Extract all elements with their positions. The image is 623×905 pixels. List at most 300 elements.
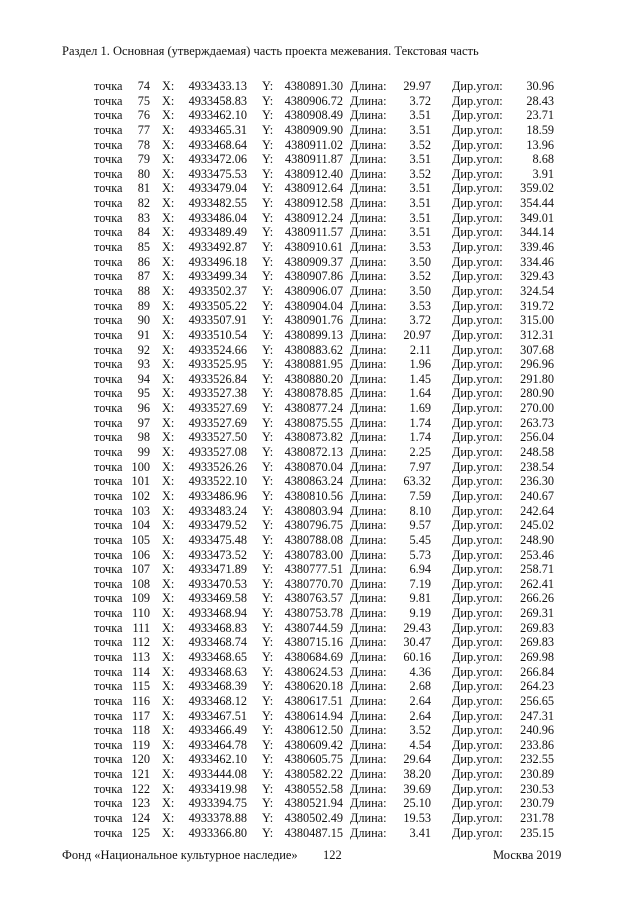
angle-label: Дир.угол: bbox=[452, 240, 503, 255]
x-value: 4933462.10 bbox=[188, 108, 247, 123]
point-number: 89 bbox=[137, 298, 150, 313]
length-label: Длина: bbox=[350, 488, 387, 503]
y-value: 4380911.02 bbox=[285, 137, 343, 152]
point-number: 97 bbox=[137, 415, 150, 430]
x-value: 4933467.51 bbox=[188, 708, 247, 723]
length-label: Длина: bbox=[350, 269, 387, 284]
y-value: 4380803.94 bbox=[284, 503, 343, 518]
point-label: точка bbox=[94, 620, 123, 635]
angle-label: Дир.угол: bbox=[452, 196, 503, 211]
angle-label: Дир.угол: bbox=[452, 386, 503, 401]
y-value: 4380883.62 bbox=[284, 342, 343, 357]
point-number: 92 bbox=[137, 342, 150, 357]
point-label: точка bbox=[94, 532, 123, 547]
length-label: Длина: bbox=[350, 562, 387, 577]
point-number: 83 bbox=[137, 210, 150, 225]
y-label: Y: bbox=[262, 679, 274, 694]
point-number: 85 bbox=[137, 240, 150, 255]
y-label: Y: bbox=[262, 445, 274, 460]
angle-value: 28.43 bbox=[526, 93, 554, 108]
point-number: 91 bbox=[137, 327, 150, 342]
length-value: 3.52 bbox=[409, 166, 431, 181]
length-value: 19.53 bbox=[403, 811, 431, 826]
table-row bbox=[0, 167, 623, 182]
length-value: 2.11 bbox=[409, 342, 431, 357]
angle-value: 324.54 bbox=[520, 283, 554, 298]
point-label: точка bbox=[94, 488, 123, 503]
length-value: 39.69 bbox=[403, 781, 431, 796]
table-row bbox=[0, 723, 623, 738]
angle-label: Дир.угол: bbox=[452, 283, 503, 298]
point-number: 114 bbox=[132, 664, 150, 679]
point-number: 111 bbox=[132, 620, 150, 635]
x-value: 4933472.06 bbox=[188, 152, 247, 167]
point-label: точка bbox=[94, 825, 123, 840]
angle-label: Дир.угол: bbox=[452, 313, 503, 328]
angle-label: Дир.угол: bbox=[452, 664, 503, 679]
point-label: точка bbox=[94, 152, 123, 167]
table-row bbox=[0, 108, 623, 123]
table-row bbox=[0, 138, 623, 153]
x-value: 4933496.18 bbox=[188, 254, 247, 269]
y-value: 4380880.20 bbox=[284, 371, 343, 386]
x-label: X: bbox=[162, 679, 175, 694]
x-value: 4933502.37 bbox=[188, 283, 247, 298]
x-value: 4933468.65 bbox=[188, 649, 247, 664]
angle-value: 291.80 bbox=[520, 371, 554, 386]
x-value: 4933526.26 bbox=[188, 459, 247, 474]
y-value: 4380911.57 bbox=[285, 225, 343, 240]
angle-value: 230.53 bbox=[520, 781, 554, 796]
y-value: 4380612.50 bbox=[284, 723, 343, 738]
table-row bbox=[0, 474, 623, 489]
length-value: 63.32 bbox=[403, 474, 431, 489]
x-value: 4933510.54 bbox=[188, 327, 247, 342]
point-number: 94 bbox=[137, 371, 150, 386]
angle-value: 233.86 bbox=[520, 737, 554, 752]
table-row bbox=[0, 445, 623, 460]
table-row bbox=[0, 269, 623, 284]
length-label: Длина: bbox=[350, 283, 387, 298]
point-number: 82 bbox=[137, 196, 150, 211]
angle-label: Дир.угол: bbox=[452, 723, 503, 738]
table-row bbox=[0, 284, 623, 299]
angle-value: 266.84 bbox=[520, 664, 554, 679]
x-label: X: bbox=[162, 649, 175, 664]
table-row bbox=[0, 489, 623, 504]
length-value: 3.51 bbox=[409, 225, 431, 240]
length-label: Длина: bbox=[350, 664, 387, 679]
point-number: 86 bbox=[137, 254, 150, 269]
angle-label: Дир.угол: bbox=[452, 474, 503, 489]
x-label: X: bbox=[162, 737, 175, 752]
point-number: 78 bbox=[137, 137, 150, 152]
angle-label: Дир.угол: bbox=[452, 708, 503, 723]
x-label: X: bbox=[162, 240, 175, 255]
point-number: 121 bbox=[131, 767, 150, 782]
x-value: 4933486.04 bbox=[188, 210, 247, 225]
y-label: Y: bbox=[262, 371, 274, 386]
x-label: X: bbox=[162, 591, 175, 606]
x-label: X: bbox=[162, 298, 175, 313]
angle-label: Дир.угол: bbox=[452, 488, 503, 503]
point-number: 74 bbox=[137, 79, 150, 93]
x-value: 4933499.34 bbox=[188, 269, 247, 284]
point-label: точка bbox=[94, 371, 123, 386]
y-value: 4380910.61 bbox=[284, 240, 343, 255]
angle-value: 349.01 bbox=[520, 210, 554, 225]
length-value: 1.74 bbox=[409, 415, 431, 430]
angle-label: Дир.угол: bbox=[452, 532, 503, 547]
y-value: 4380906.07 bbox=[284, 283, 343, 298]
length-value: 2.64 bbox=[409, 693, 431, 708]
x-value: 4933468.94 bbox=[188, 606, 247, 621]
x-label: X: bbox=[162, 562, 175, 577]
angle-value: 319.72 bbox=[520, 298, 554, 313]
angle-label: Дир.угол: bbox=[452, 825, 503, 840]
y-label: Y: bbox=[262, 93, 274, 108]
y-label: Y: bbox=[262, 649, 274, 664]
angle-label: Дир.угол: bbox=[452, 342, 503, 357]
point-number: 106 bbox=[131, 547, 150, 562]
x-label: X: bbox=[162, 386, 175, 401]
y-label: Y: bbox=[262, 767, 274, 782]
y-label: Y: bbox=[262, 459, 274, 474]
y-label: Y: bbox=[262, 298, 274, 313]
length-value: 38.20 bbox=[403, 767, 431, 782]
point-number: 115 bbox=[132, 679, 150, 694]
angle-value: 13.96 bbox=[526, 137, 554, 152]
x-value: 4933470.53 bbox=[188, 576, 247, 591]
x-value: 4933419.98 bbox=[188, 781, 247, 796]
x-value: 4933466.49 bbox=[188, 723, 247, 738]
angle-label: Дир.угол: bbox=[452, 181, 503, 196]
y-value: 4380582.22 bbox=[284, 767, 343, 782]
y-label: Y: bbox=[262, 283, 274, 298]
angle-value: 230.89 bbox=[520, 767, 554, 782]
point-label: точка bbox=[94, 225, 123, 240]
x-value: 4933471.89 bbox=[188, 562, 247, 577]
angle-label: Дир.угол: bbox=[452, 752, 503, 767]
x-label: X: bbox=[162, 415, 175, 430]
y-value: 4380912.58 bbox=[284, 196, 343, 211]
table-row bbox=[0, 255, 623, 270]
table-row bbox=[0, 123, 623, 138]
y-value: 4380715.16 bbox=[284, 635, 343, 650]
x-value: 4933479.04 bbox=[188, 181, 247, 196]
length-value: 3.51 bbox=[409, 122, 431, 137]
y-label: Y: bbox=[262, 532, 274, 547]
angle-value: 253.46 bbox=[520, 547, 554, 562]
length-label: Длина: bbox=[350, 342, 387, 357]
x-value: 4933522.10 bbox=[188, 474, 247, 489]
y-label: Y: bbox=[262, 137, 274, 152]
length-value: 1.64 bbox=[409, 386, 431, 401]
angle-value: 256.04 bbox=[520, 430, 554, 445]
x-value: 4933378.88 bbox=[188, 811, 247, 826]
point-label: точка bbox=[94, 269, 123, 284]
x-value: 4933486.96 bbox=[188, 488, 247, 503]
table-row bbox=[0, 372, 623, 387]
angle-value: 258.71 bbox=[520, 562, 554, 577]
length-value: 3.52 bbox=[409, 723, 431, 738]
length-label: Длина: bbox=[350, 122, 387, 137]
point-label: точка bbox=[94, 708, 123, 723]
angle-label: Дир.угол: bbox=[452, 547, 503, 562]
angle-value: 269.98 bbox=[520, 649, 554, 664]
angle-label: Дир.угол: bbox=[452, 649, 503, 664]
table-row bbox=[0, 152, 623, 167]
point-label: точка bbox=[94, 723, 123, 738]
y-label: Y: bbox=[262, 313, 274, 328]
length-value: 29.97 bbox=[403, 79, 431, 93]
length-label: Длина: bbox=[350, 386, 387, 401]
y-label: Y: bbox=[262, 503, 274, 518]
point-label: точка bbox=[94, 415, 123, 430]
angle-value: 30.96 bbox=[526, 79, 554, 93]
length-label: Длина: bbox=[350, 357, 387, 372]
point-number: 76 bbox=[137, 108, 150, 123]
x-value: 4933475.48 bbox=[188, 532, 247, 547]
table-row bbox=[0, 709, 623, 724]
y-value: 4380684.69 bbox=[284, 649, 343, 664]
x-label: X: bbox=[162, 108, 175, 123]
x-label: X: bbox=[162, 445, 175, 460]
point-label: точка bbox=[94, 327, 123, 342]
point-number: 80 bbox=[137, 166, 150, 181]
table-row bbox=[0, 518, 623, 533]
y-label: Y: bbox=[262, 327, 274, 342]
angle-label: Дир.угол: bbox=[452, 298, 503, 313]
table-row bbox=[0, 401, 623, 416]
angle-label: Дир.угол: bbox=[452, 591, 503, 606]
length-value: 7.59 bbox=[409, 488, 431, 503]
point-label: точка bbox=[94, 606, 123, 621]
point-number: 81 bbox=[137, 181, 150, 196]
length-value: 3.51 bbox=[409, 108, 431, 123]
y-label: Y: bbox=[262, 620, 274, 635]
y-value: 4380899.13 bbox=[284, 327, 343, 342]
angle-value: 248.58 bbox=[520, 445, 554, 460]
point-number: 75 bbox=[137, 93, 150, 108]
angle-value: 344.14 bbox=[520, 225, 554, 240]
y-value: 4380909.37 bbox=[284, 254, 343, 269]
length-value: 2.68 bbox=[409, 679, 431, 694]
length-label: Длина: bbox=[350, 401, 387, 416]
length-value: 3.51 bbox=[409, 181, 431, 196]
angle-label: Дир.угол: bbox=[452, 445, 503, 460]
point-label: точка bbox=[94, 313, 123, 328]
point-number: 95 bbox=[137, 386, 150, 401]
angle-value: 339.46 bbox=[520, 240, 554, 255]
length-label: Длина: bbox=[350, 79, 387, 93]
x-label: X: bbox=[162, 723, 175, 738]
x-value: 4933492.87 bbox=[188, 240, 247, 255]
point-label: точка bbox=[94, 196, 123, 211]
y-value: 4380502.49 bbox=[284, 811, 343, 826]
x-value: 4933482.55 bbox=[188, 196, 247, 211]
y-label: Y: bbox=[262, 79, 274, 93]
angle-label: Дир.угол: bbox=[452, 459, 503, 474]
x-label: X: bbox=[162, 93, 175, 108]
x-value: 4933527.69 bbox=[188, 415, 247, 430]
angle-label: Дир.угол: bbox=[452, 693, 503, 708]
table-row bbox=[0, 225, 623, 240]
y-value: 4380620.18 bbox=[284, 679, 343, 694]
x-value: 4933433.13 bbox=[188, 79, 247, 93]
y-label: Y: bbox=[262, 708, 274, 723]
table-row bbox=[0, 796, 623, 811]
angle-value: 3.91 bbox=[532, 166, 554, 181]
point-label: точка bbox=[94, 166, 123, 181]
angle-value: 256.65 bbox=[520, 693, 554, 708]
x-label: X: bbox=[162, 459, 175, 474]
point-label: точка bbox=[94, 503, 123, 518]
angle-label: Дир.угол: bbox=[452, 796, 503, 811]
length-label: Длина: bbox=[350, 166, 387, 181]
table-row bbox=[0, 79, 623, 94]
x-value: 4933525.95 bbox=[188, 357, 247, 372]
angle-label: Дир.угол: bbox=[452, 122, 503, 137]
x-value: 4933527.08 bbox=[188, 445, 247, 460]
point-number: 110 bbox=[132, 606, 150, 621]
point-number: 104 bbox=[131, 518, 150, 533]
y-label: Y: bbox=[262, 108, 274, 123]
length-value: 3.52 bbox=[409, 269, 431, 284]
length-value: 9.19 bbox=[409, 606, 431, 621]
length-value: 1.45 bbox=[409, 371, 431, 386]
y-label: Y: bbox=[262, 122, 274, 137]
angle-label: Дир.угол: bbox=[452, 606, 503, 621]
y-value: 4380788.08 bbox=[284, 532, 343, 547]
table-row bbox=[0, 240, 623, 255]
table-row bbox=[0, 577, 623, 592]
y-value: 4380872.13 bbox=[284, 445, 343, 460]
y-label: Y: bbox=[262, 254, 274, 269]
length-value: 3.72 bbox=[409, 313, 431, 328]
length-label: Длина: bbox=[350, 693, 387, 708]
length-value: 25.10 bbox=[403, 796, 431, 811]
y-value: 4380908.49 bbox=[284, 108, 343, 123]
point-label: точка bbox=[94, 210, 123, 225]
y-value: 4380877.24 bbox=[284, 401, 343, 416]
y-value: 4380912.40 bbox=[284, 166, 343, 181]
x-value: 4933475.53 bbox=[188, 166, 247, 181]
length-label: Длина: bbox=[350, 635, 387, 650]
table-row bbox=[0, 650, 623, 665]
length-label: Длина: bbox=[350, 371, 387, 386]
table-row bbox=[0, 591, 623, 606]
angle-value: 280.90 bbox=[520, 386, 554, 401]
point-number: 109 bbox=[131, 591, 150, 606]
table-row bbox=[0, 679, 623, 694]
point-number: 123 bbox=[131, 796, 150, 811]
angle-value: 236.30 bbox=[520, 474, 554, 489]
table-row bbox=[0, 621, 623, 636]
x-value: 4933479.52 bbox=[188, 518, 247, 533]
length-value: 1.69 bbox=[409, 401, 431, 416]
point-label: точка bbox=[94, 181, 123, 196]
point-number: 103 bbox=[131, 503, 150, 518]
length-label: Длина: bbox=[350, 93, 387, 108]
x-label: X: bbox=[162, 752, 175, 767]
table-row bbox=[0, 460, 623, 475]
x-label: X: bbox=[162, 708, 175, 723]
x-label: X: bbox=[162, 781, 175, 796]
length-label: Длина: bbox=[350, 606, 387, 621]
angle-label: Дир.угол: bbox=[452, 503, 503, 518]
angle-label: Дир.угол: bbox=[452, 371, 503, 386]
x-value: 4933483.24 bbox=[188, 503, 247, 518]
length-label: Длина: bbox=[350, 796, 387, 811]
y-label: Y: bbox=[262, 357, 274, 372]
length-label: Длина: bbox=[350, 825, 387, 840]
angle-label: Дир.угол: bbox=[452, 562, 503, 577]
y-value: 4380753.78 bbox=[284, 606, 343, 621]
table-row bbox=[0, 635, 623, 650]
length-value: 30.47 bbox=[403, 635, 431, 650]
point-label: точка bbox=[94, 122, 123, 137]
point-number: 84 bbox=[137, 225, 150, 240]
point-label: точка bbox=[94, 576, 123, 591]
angle-label: Дир.угол: bbox=[452, 108, 503, 123]
point-label: точка bbox=[94, 591, 123, 606]
angle-label: Дир.угол: bbox=[452, 254, 503, 269]
length-value: 5.73 bbox=[409, 547, 431, 562]
table-row bbox=[0, 181, 623, 196]
y-value: 4380617.51 bbox=[284, 693, 343, 708]
y-label: Y: bbox=[262, 152, 274, 167]
x-label: X: bbox=[162, 576, 175, 591]
y-value: 4380783.00 bbox=[284, 547, 343, 562]
y-value: 4380870.04 bbox=[284, 459, 343, 474]
x-label: X: bbox=[162, 430, 175, 445]
point-number: 90 bbox=[137, 313, 150, 328]
x-label: X: bbox=[162, 196, 175, 211]
x-value: 4933507.91 bbox=[188, 313, 247, 328]
point-label: точка bbox=[94, 635, 123, 650]
angle-label: Дир.угол: bbox=[452, 737, 503, 752]
angle-value: 230.79 bbox=[520, 796, 554, 811]
length-value: 29.64 bbox=[403, 752, 431, 767]
length-label: Длина: bbox=[350, 459, 387, 474]
angle-value: 264.23 bbox=[520, 679, 554, 694]
length-value: 7.19 bbox=[409, 576, 431, 591]
x-value: 4933444.08 bbox=[188, 767, 247, 782]
y-label: Y: bbox=[262, 825, 274, 840]
y-value: 4380614.94 bbox=[284, 708, 343, 723]
length-label: Длина: bbox=[350, 254, 387, 269]
y-label: Y: bbox=[262, 606, 274, 621]
y-value: 4380796.75 bbox=[284, 518, 343, 533]
y-value: 4380907.86 bbox=[284, 269, 343, 284]
x-value: 4933527.69 bbox=[188, 401, 247, 416]
length-value: 60.16 bbox=[403, 649, 431, 664]
angle-value: 359.02 bbox=[520, 181, 554, 196]
point-number: 122 bbox=[131, 781, 150, 796]
point-number: 108 bbox=[131, 576, 150, 591]
angle-value: 334.46 bbox=[520, 254, 554, 269]
length-label: Длина: bbox=[350, 708, 387, 723]
angle-label: Дир.угол: bbox=[452, 93, 503, 108]
y-label: Y: bbox=[262, 518, 274, 533]
length-label: Длина: bbox=[350, 474, 387, 489]
y-label: Y: bbox=[262, 386, 274, 401]
length-value: 2.25 bbox=[409, 445, 431, 460]
point-label: точка bbox=[94, 445, 123, 460]
angle-label: Дир.угол: bbox=[452, 166, 503, 181]
y-value: 4380487.15 bbox=[284, 825, 343, 840]
